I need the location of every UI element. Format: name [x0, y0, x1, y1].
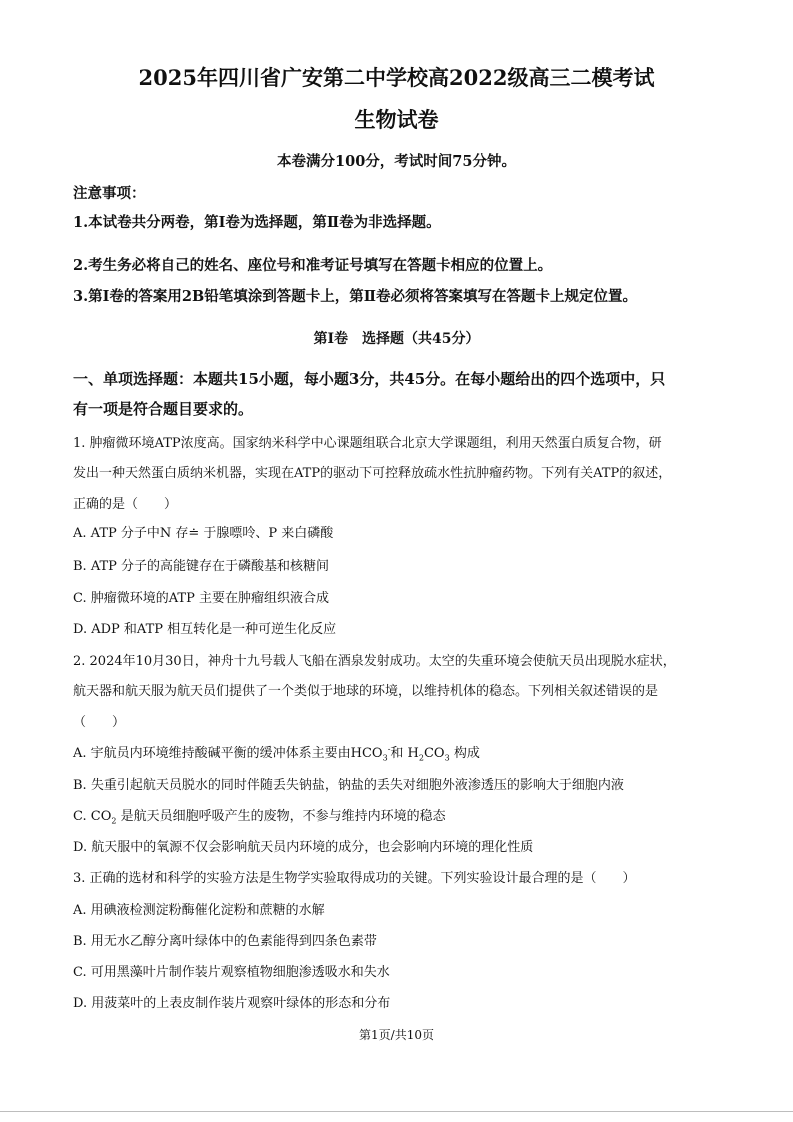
question-stem: 3. 正确的选材和科学的实验方法是生物学实验取得成功的关键。下列实验设计最合理的是（ ） — [73, 871, 636, 886]
subscript: 3 — [382, 753, 388, 763]
option-c: C. 可用黑藻叶片制作装片观察植物细胞渗透吸水和失水 — [73, 965, 390, 980]
option-c-text: C. CO — [73, 809, 112, 824]
question-stem: 发出一种天然蛋白质纳米机器，实现在ATP的驱动下可控释放疏水性抗肿瘤药物。下列有关ATP的叙述， — [73, 466, 672, 481]
question-stem: （ ） — [73, 715, 126, 730]
section-title: 第Ⅰ卷 选择题（共45分） — [313, 331, 480, 347]
question-stem: 正确的是（ ） — [73, 497, 178, 512]
exam-info: 本卷满分100分，考试时间75分钟。 — [277, 153, 516, 170]
option-a-text: A. 宇航员内环境维持酸碱平衡的缓冲体系主要由HCO — [73, 746, 383, 761]
option-c-text: 是航天员细胞呼吸产生的废物，不参与维持内环境的稳态 — [116, 809, 446, 824]
option-a-text: CO — [423, 746, 445, 761]
subscript: 3 — [444, 753, 450, 763]
subscript: 2 — [418, 753, 424, 763]
question-stem: 1. 肿瘤微环境ATP浓度高。国家纳米科学中心课题组联合北京大学课题组，利用天然蛋白质复合物，研 — [73, 436, 662, 451]
page-number: 第1页/共10页 — [359, 1028, 434, 1042]
note-item: 2.考生务必将自己的姓名、座位号和准考证号填写在答题卡相应的位置上。 — [73, 257, 553, 274]
question-stem: 航天器和航天服为航天员们提供了一个类似于地球的环境，以维持机体的稳态。下列相关叙述错误的是 — [73, 684, 659, 699]
option-a — [73, 742, 480, 763]
option-a: A. ATP 分子中N 存≐ 于腺嘌呤、P 来白磷酸 — [73, 526, 334, 541]
option-c — [73, 805, 446, 826]
option-d: D. ADP 和ATP 相互转化是一种可逆生化反应 — [73, 622, 337, 637]
subject-title: 生物试卷 — [354, 107, 439, 132]
note-item: 1.本试卷共分两卷，第Ⅰ卷为选择题，第Ⅱ卷为非选择题。 — [73, 214, 441, 231]
bottom-divider — [0, 1111, 793, 1112]
section-instruction: 有一项是符合题目要求的。 — [73, 400, 254, 418]
option-d: D. 用菠菜叶的上表皮制作装片观察叶绿体的形态和分布 — [73, 996, 391, 1011]
section-instruction: 一、单项选择题：本题共15小题，每小题3分，共45分。在每小题给出的四个选项中，只 — [73, 370, 666, 388]
exam-title: 2025年四川省广安第二中学校高2022级高三二模考试 — [138, 65, 655, 90]
option-b: B. ATP 分子的高能键存在于磷酸基和核糖间 — [73, 559, 330, 574]
option-a-text: 和 H — [390, 746, 419, 761]
subscript: 2 — [111, 816, 117, 826]
question-stem: 2. 2024年10月30日，神舟十九号载人飞船在酒泉发射成功。太空的失重环境会使航天员出现脱水症状， — [73, 654, 676, 669]
option-a-text: 构成 — [449, 746, 480, 761]
option-a: A. 用碘液检测淀粉酶催化淀粉和蔗糖的水解 — [73, 903, 325, 918]
option-d: D. 航天服中的氧源不仅会影响航天员内环境的成分，也会影响内环境的理化性质 — [73, 840, 534, 855]
notes-heading: 注意事项： — [73, 185, 146, 202]
note-item: 3.第Ⅰ卷的答案用2B铅笔填涂到答题卡上，第Ⅱ卷必须将答案填写在答题卡上规定位置。 — [73, 288, 637, 305]
option-b: B. 失重引起航天员脱水的同时伴随丢失钠盐，钠盐的丢失对细胞外液渗透压的影响大于细胞内液 — [73, 778, 624, 793]
option-c: C. 肿瘤微环境的ATP 主要在肿瘤组织液合成 — [73, 591, 329, 606]
option-b: B. 用无水乙醇分离叶绿体中的色素能得到四条色素带 — [73, 934, 377, 949]
superscript: - — [387, 744, 391, 754]
